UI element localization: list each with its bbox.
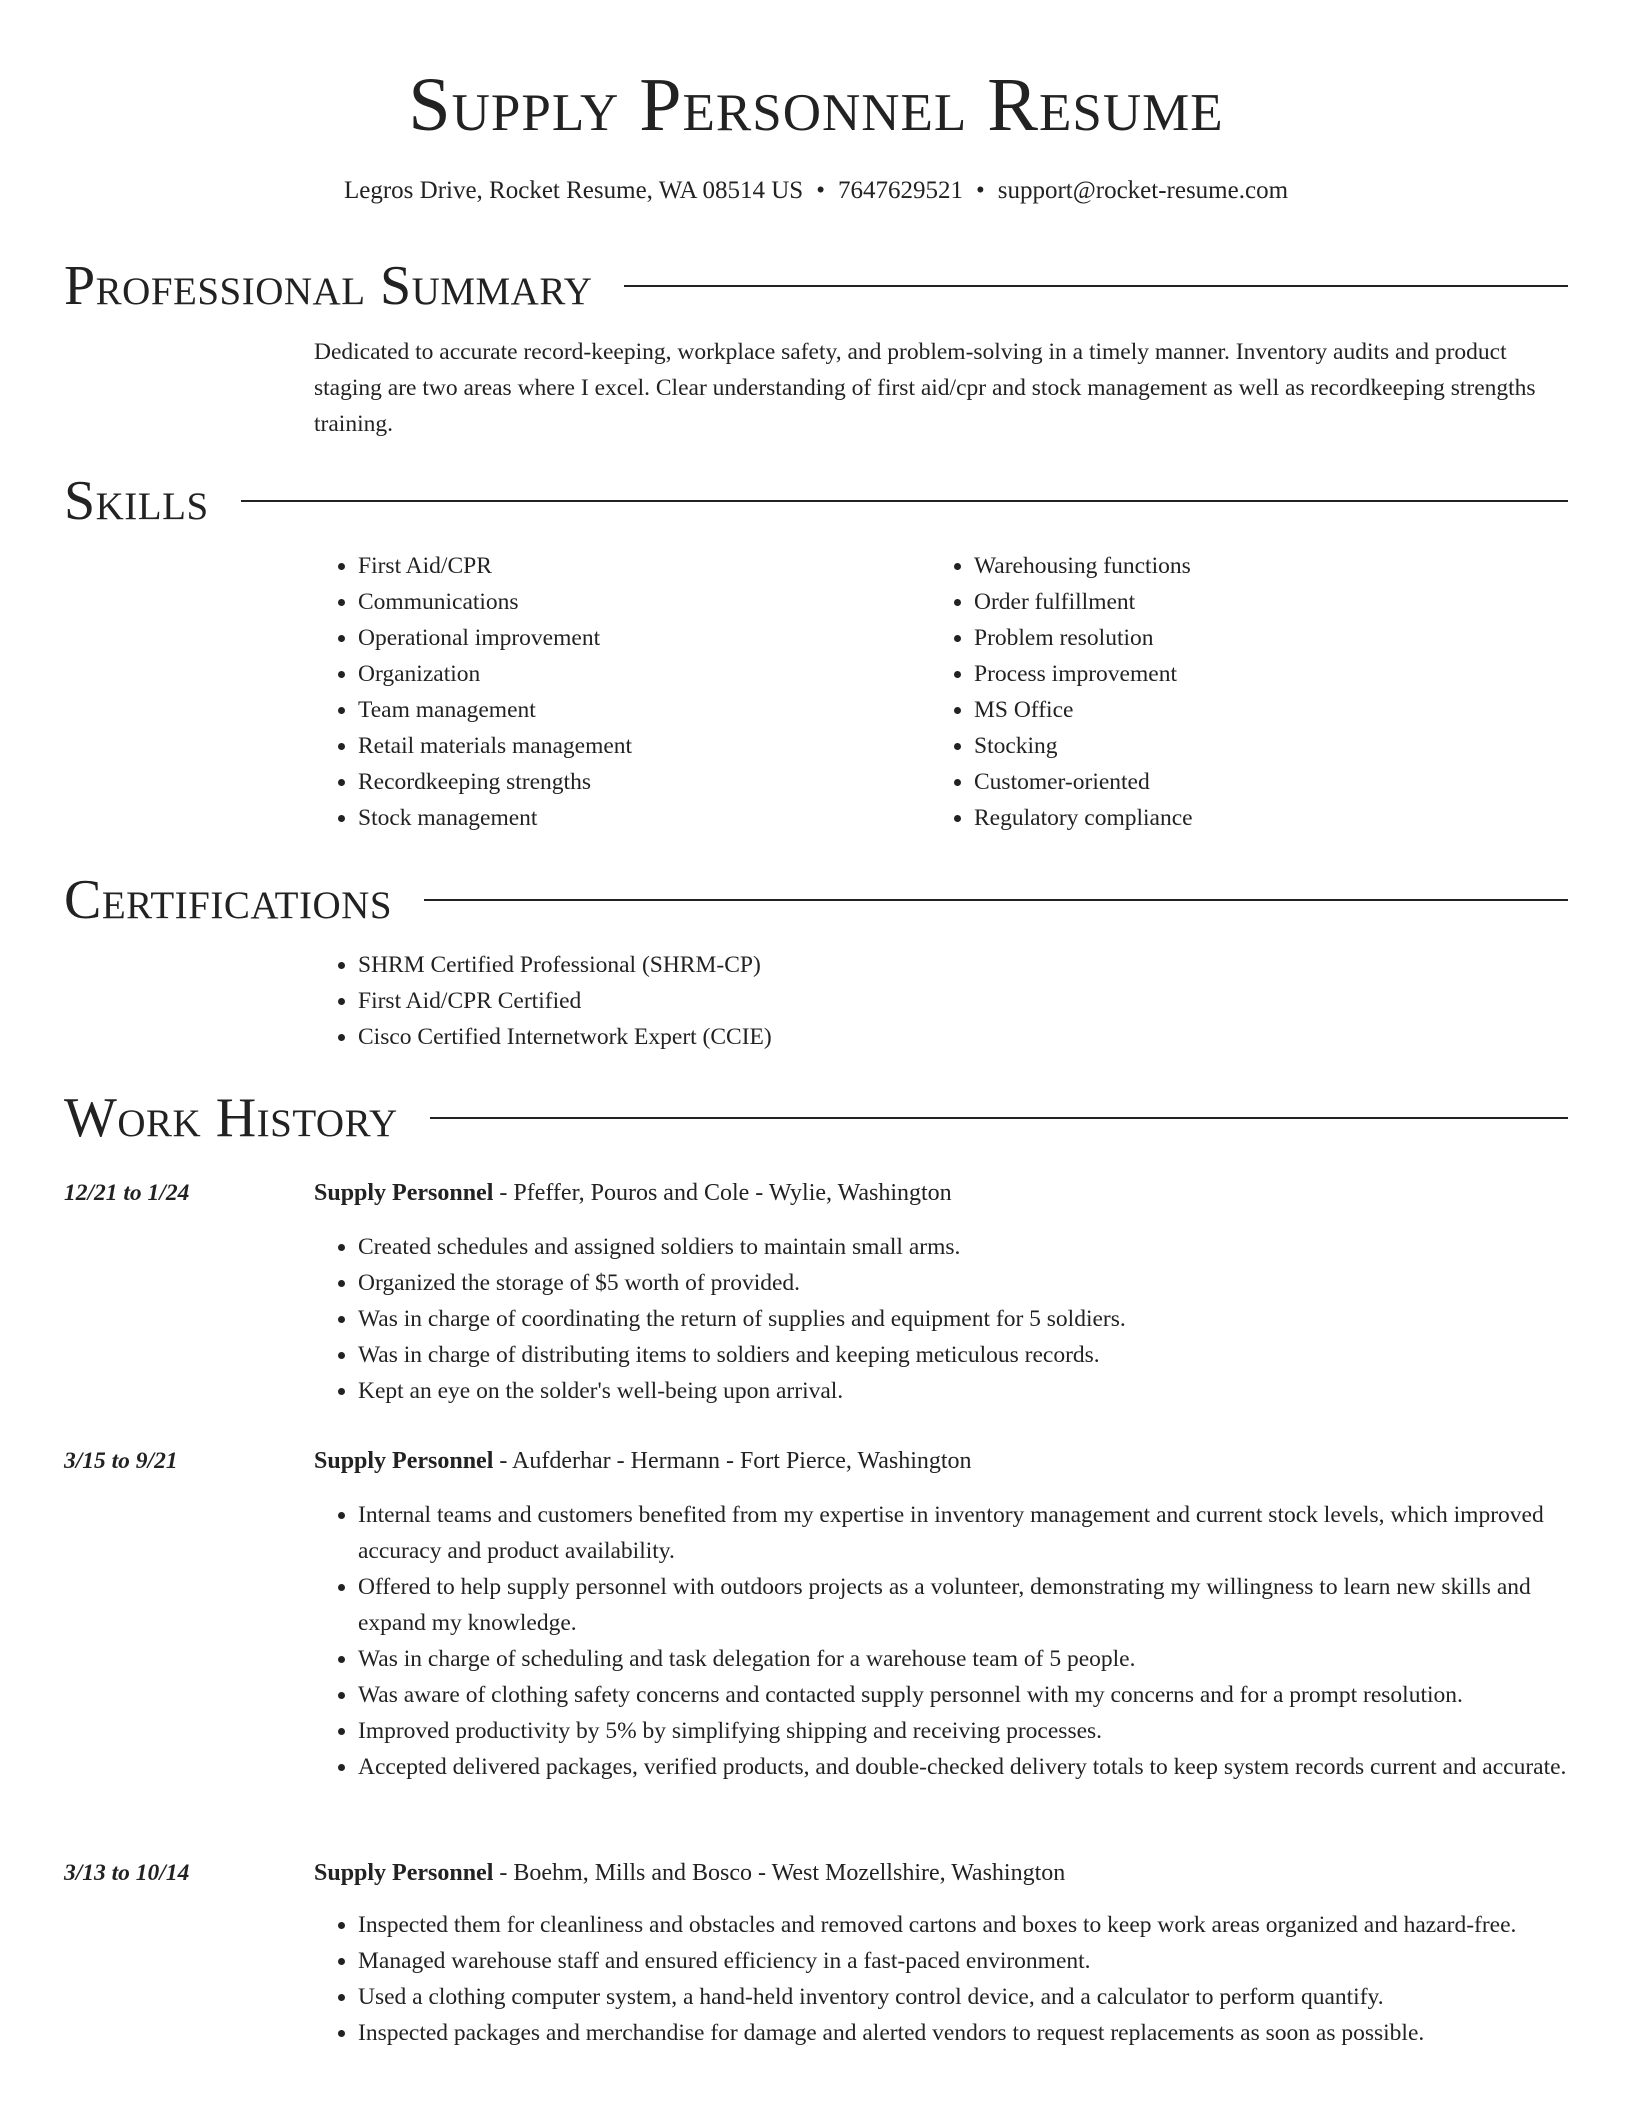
section-divider bbox=[430, 1117, 1568, 1119]
skill-item: • Stocking bbox=[974, 728, 1568, 764]
skill-item: • Team management bbox=[358, 692, 930, 728]
job-duty: • Was aware of clothing safety concerns and contacted supply personnel with my concerns and for a prompt resolution. bbox=[358, 1677, 1568, 1713]
skills-column-left bbox=[314, 548, 930, 836]
contact-phone: 7647629521 bbox=[837, 177, 963, 204]
certification-item: • First Aid/CPR Certified bbox=[358, 983, 1568, 1019]
contact-email[interactable]: support@rocket-resume.com bbox=[997, 177, 1289, 204]
skill-item: • Stock management bbox=[358, 800, 930, 836]
skill-item: • Process improvement bbox=[974, 656, 1568, 692]
job-title: Supply Personnel bbox=[314, 1180, 494, 1206]
job-duty: • Created schedules and assigned soldiers to maintain small arms. bbox=[358, 1229, 1568, 1265]
job-duty: • Was in charge of coordinating the return of supplies and equipment for 5 soldiers. bbox=[358, 1301, 1568, 1337]
skill-item: • First Aid/CPR bbox=[358, 548, 930, 584]
contact-line bbox=[0, 174, 1632, 208]
section-header-certifications bbox=[64, 869, 1568, 931]
job-title: Supply Personnel bbox=[314, 1860, 494, 1886]
skill-item: • Customer-oriented bbox=[974, 764, 1568, 800]
section-header-work-history bbox=[64, 1087, 1568, 1149]
job-duties bbox=[314, 1497, 1568, 1785]
skill-item: • Operational improvement bbox=[358, 620, 930, 656]
skills-list bbox=[314, 548, 1568, 836]
skill-item: • Problem resolution bbox=[974, 620, 1568, 656]
job-duty: • Kept an eye on the solder's well-being upon arrival. bbox=[358, 1373, 1568, 1409]
section-title-skills: Skills bbox=[64, 470, 209, 532]
skill-item: • Recordkeeping strengths bbox=[358, 764, 930, 800]
skill-item: • Warehousing functions bbox=[974, 548, 1568, 584]
job-employer: - Boehm, Mills and Bosco - West Mozellshire, Washington bbox=[493, 1860, 1066, 1886]
job-duty: • Improved productivity by 5% by simplifying shipping and receiving processes. bbox=[358, 1713, 1568, 1749]
job-duty: • Was in charge of scheduling and task delegation for a warehouse team of 5 people. bbox=[358, 1641, 1568, 1677]
section-title-certifications: Certifications bbox=[64, 869, 393, 931]
skill-item: • Organization bbox=[358, 656, 930, 692]
job-duty: • Was in charge of distributing items to soldiers and keeping meticulous records. bbox=[358, 1337, 1568, 1373]
job-dates: 3/15 to 9/21 bbox=[64, 1448, 178, 1474]
section-divider bbox=[424, 899, 1568, 901]
skill-item: • Retail materials management bbox=[358, 728, 930, 764]
job-duty: • Organized the storage of $5 worth of provided. bbox=[358, 1265, 1568, 1301]
summary-text: Dedicated to accurate record-keeping, workplace safety, and problem-solving in a timely manner. Inventory audits and product staging are two areas where I excel. Clear understanding of first aid/cpr and stock management as well as recordkeeping strengths training. bbox=[314, 339, 1536, 437]
skill-item: • Communications bbox=[358, 584, 930, 620]
job-heading bbox=[314, 1855, 1568, 1891]
contact-address: Legros Drive, Rocket Resume, WA 08514 US bbox=[343, 177, 804, 204]
job-duty: • Offered to help supply personnel with outdoors projects as a volunteer, demonstrating my willingness to learn new skills and expand my knowledge. bbox=[358, 1569, 1568, 1641]
section-title-summary: Professional Summary bbox=[64, 255, 593, 317]
section-title-work-history: Work History bbox=[64, 1087, 398, 1149]
certification-item: • SHRM Certified Professional (SHRM-CP) bbox=[358, 947, 1568, 983]
section-divider bbox=[624, 285, 1568, 287]
job-duty: • Managed warehouse staff and ensured efficiency in a fast-paced environment. bbox=[358, 1943, 1568, 1979]
job-duties bbox=[314, 1907, 1568, 2051]
job-duty: • Accepted delivered packages, verified products, and double-checked delivery totals to keep system records current and accurate. bbox=[358, 1749, 1568, 1785]
skill-item: • MS Office bbox=[974, 692, 1568, 728]
job-heading bbox=[314, 1443, 1568, 1479]
certifications-list bbox=[314, 947, 1568, 1055]
job-entry bbox=[314, 1443, 1568, 1785]
job-dates: 12/21 to 1/24 bbox=[64, 1180, 190, 1206]
job-duty: • Used a clothing computer system, a hand-held inventory control device, and a calculator to perform quantify. bbox=[358, 1979, 1568, 2015]
job-employer: - Pfeffer, Pouros and Cole - Wylie, Washington bbox=[493, 1180, 952, 1206]
job-employer: - Aufderhar - Hermann - Fort Pierce, Washington bbox=[493, 1448, 972, 1474]
contact-separator: • bbox=[975, 177, 985, 204]
job-dates: 3/13 to 10/14 bbox=[64, 1860, 190, 1886]
certification-item: • Cisco Certified Internetwork Expert (CCIE) bbox=[358, 1019, 1568, 1055]
job-entry bbox=[314, 1175, 1568, 1409]
skill-item: • Order fulfillment bbox=[974, 584, 1568, 620]
job-duty: • Internal teams and customers benefited from my expertise in inventory management and current stock levels, which improved accuracy and product availability. bbox=[358, 1497, 1568, 1569]
job-heading bbox=[314, 1175, 1568, 1211]
section-header-summary bbox=[64, 255, 1568, 317]
section-divider bbox=[241, 500, 1568, 502]
job-title: Supply Personnel bbox=[314, 1448, 494, 1474]
contact-separator: • bbox=[816, 177, 825, 204]
job-duty: • Inspected packages and merchandise for damage and alerted vendors to request replacements as soon as possible. bbox=[358, 2015, 1568, 2051]
skill-item: • Regulatory compliance bbox=[974, 800, 1568, 836]
skills-column-right bbox=[930, 548, 1568, 836]
job-duty: • Inspected them for cleanliness and obstacles and removed cartons and boxes to keep work areas organized and hazard-free. bbox=[358, 1907, 1568, 1943]
section-header-skills bbox=[64, 470, 1568, 532]
resume-title: Supply Personnel Resume bbox=[408, 63, 1224, 147]
job-duties bbox=[314, 1229, 1568, 1409]
job-entry bbox=[314, 1855, 1568, 2051]
